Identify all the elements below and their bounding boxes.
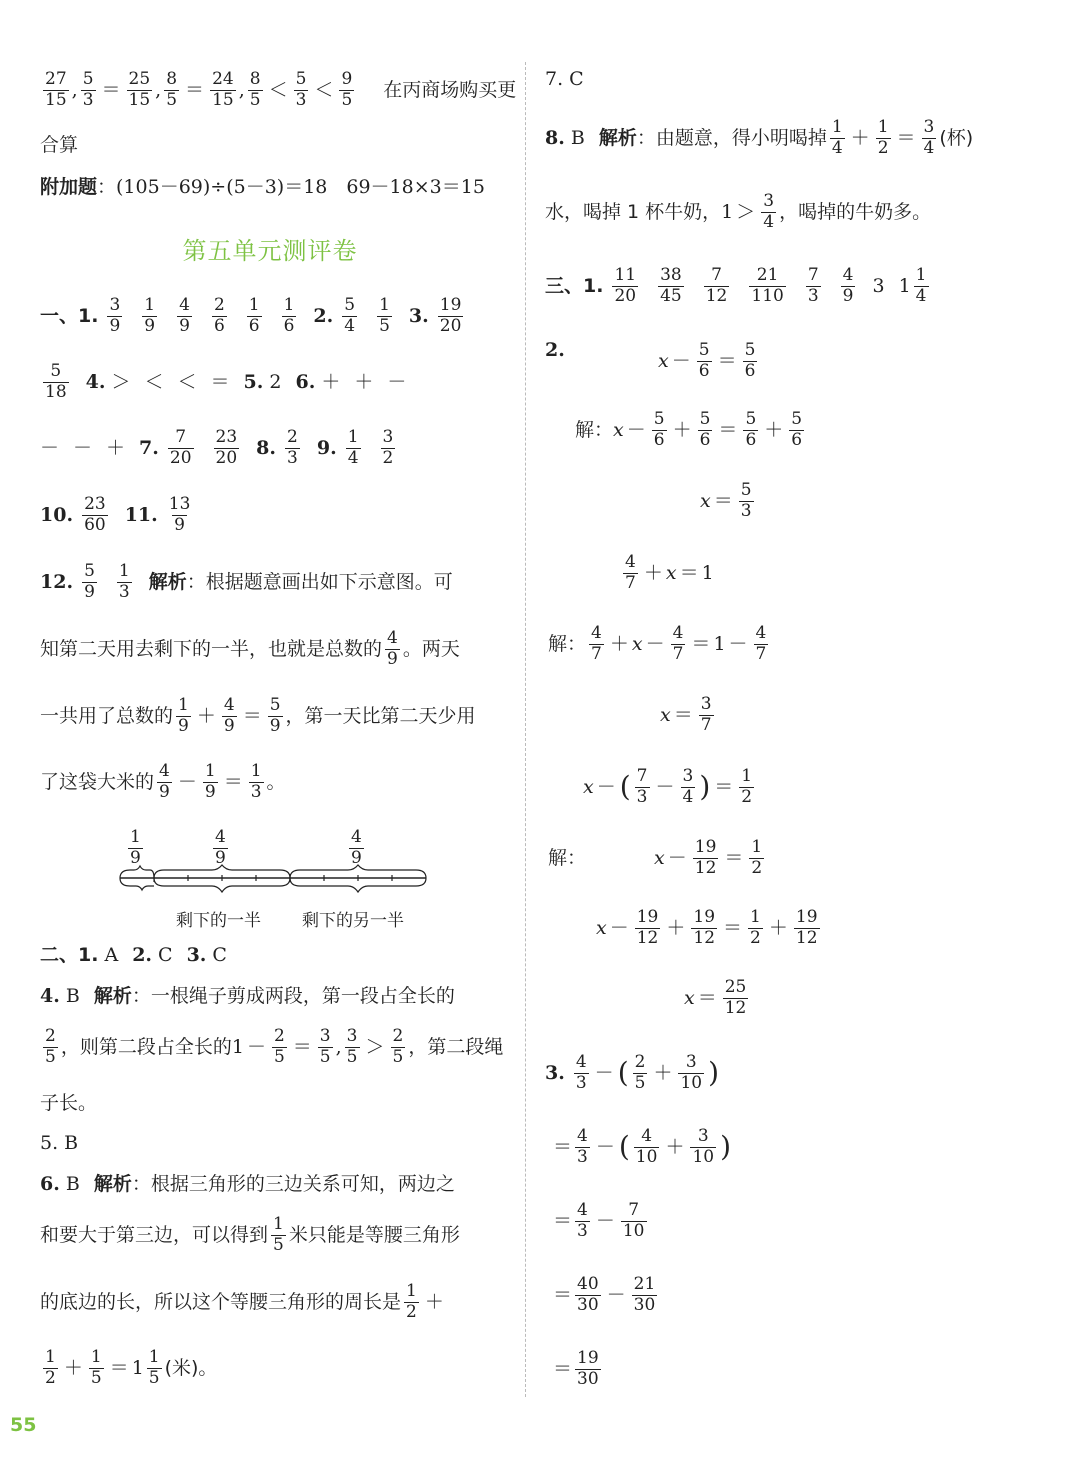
page-number: 55	[10, 1414, 37, 1436]
eq2-line-3: x ＝ $\frac{3}{7}$	[660, 694, 712, 735]
calc-line-3: ＝ $\frac{4}{3}$ － $\frac{7}{10}$	[553, 1200, 645, 1241]
eq1-line-1: x － $\frac{5}{6}$ ＝ $\frac{5}{6}$	[658, 340, 756, 381]
q6-line-3: 的底边的长，所以这个等腰三角形的周长是 $\frac{1}{2}$ ＋	[40, 1281, 444, 1322]
calc-line-2: ＝ $\frac{4}{3}$ － ( $\frac{4}{10}$ ＋ $\frac{3}{10}$ )	[553, 1126, 732, 1167]
q7-line: 7. C	[545, 68, 584, 90]
q4-line-2: $\frac{2}{5}$ ，则第二段占全长的 1 － $\frac{2}{5}$ ＝ $\frac{3}{5}$ , $\frac{3}{5}$ ＞ $\frac{2}{5}$ ，第二段绳	[45, 1026, 504, 1067]
q12-line-4: 了这袋大米的 $\frac{4}{9}$ － $\frac{1}{9}$ ＝ $\frac{1}{3}$ 。	[40, 761, 286, 802]
q12-line: 12. $\frac{5}{9}$ $\frac{1}{3}$ 解析 ：根据题意画出如下示意图。可	[40, 561, 453, 602]
eq3-line-4: x ＝ $\frac{25}{12}$	[684, 977, 747, 1018]
diagram-fraction-4-9-b: $\frac{4}{9}$	[351, 827, 362, 868]
q6-line-4: $\frac{1}{2}$ ＋ $\frac{1}{5}$ ＝ 1 $\frac{1}{5}$ (米)。	[45, 1347, 218, 1388]
eq3-line-1: x － ( $\frac{7}{3}$ － $\frac{3}{4}$ ) ＝ $\frac{1}{2}$	[583, 766, 753, 807]
eq1-line-2: 解： x － $\frac{5}{6}$ ＋ $\frac{5}{6}$ ＝ $\frac{5}{6}$ ＋ $\frac{5}{6}$	[575, 409, 803, 450]
q2-label: 2.	[545, 339, 565, 361]
diagram-fraction-1-9: $\frac{1}{9}$	[130, 827, 141, 868]
section-title: 第五单元测评卷	[182, 237, 358, 265]
q12-line-2: 知第二天用去剩下的一半，也就是总数的 $\frac{4}{9}$ 。两天	[40, 628, 460, 669]
sec3-line: 三、1. $\frac{11}{20}$ $\frac{38}{45}$ $\frac{7}{12}$ $\frac{21}{110}$ $\frac{7}{3}$ $\frac{4}{9}$ 3 1 $\frac{1}{4}$	[545, 265, 927, 306]
diagram-fraction-4-9: $\frac{4}{9}$	[215, 827, 226, 868]
calc-line-5: ＝ $\frac{19}{30}$	[553, 1348, 599, 1389]
calc-line-4: ＝ $\frac{40}{30}$ － $\frac{21}{30}$	[553, 1274, 656, 1315]
eq1-line-3: x ＝ $\frac{5}{3}$	[700, 480, 752, 521]
q12-line-3: 一共用了总数的 $\frac{1}{9}$ ＋ $\frac{4}{9}$ ＝ $\frac{5}{9}$ ，第一天比第二天少用	[40, 695, 476, 736]
q3-q6-line: $\frac{5}{18}$ 4. ＞ ＜ ＜ ＝ 5. 2 6. ＋ ＋ －	[45, 361, 407, 402]
top-line-2: 合算	[40, 134, 79, 156]
q4-line: 4. B 解析 ：一根绳子剪成两段，第一段占全长的	[40, 985, 455, 1007]
top-line-text: 在丙商场购买更	[383, 78, 517, 101]
q6-line-2: 和要大于第三边，可以得到 $\frac{1}{5}$ 米只能是等腰三角形	[40, 1214, 460, 1255]
q8-line-2: 水，喝掉 1 杯牛奶， 1 ＞ $\frac{3}{4}$ ，喝掉的牛奶多。	[545, 191, 932, 232]
eq2-line-2: 解： $\frac{4}{7}$ ＋ x － $\frac{4}{7}$ ＝ 1 － $\frac{4}{7}$	[548, 623, 767, 664]
q8-line: 8. B 解析 ：由题意，得小明喝掉 $\frac{1}{4}$ ＋ $\frac{1}{2}$ ＝ $\frac{3}{4}$ (杯)	[545, 117, 974, 158]
eq3-line-3: x － $\frac{19}{12}$ ＋ $\frac{19}{12}$ ＝ $\frac{1}{2}$ ＋ $\frac{19}{12}$	[596, 907, 818, 948]
extra-question	[40, 178, 485, 197]
q5-line: 5. B	[40, 1132, 79, 1154]
extra-label: 附加题	[40, 176, 98, 198]
calc-line-1: 3. $\frac{4}{3}$ － ( $\frac{2}{5}$ ＋ $\frac{3}{10}$ )	[545, 1052, 720, 1093]
q6-q9-line: － － ＋ 7. $\frac{7}{20}$ $\frac{23}{20}$ 8. $\frac{2}{3}$ 9. $\frac{1}{4}$ $\frac{3}{2}$	[40, 427, 394, 468]
eq3-line-2: 解： x － $\frac{19}{12}$ ＝ $\frac{1}{2}$	[548, 837, 763, 878]
q1-line: 一、1. $\frac{3}{9}$ $\frac{1}{9}$ $\frac{4}{9}$ $\frac{2}{6}$ $\frac{1}{6}$ $\frac{1}{6}$ 2. $\frac{5}{4}$ $\frac{1}{5}$ 3. $\frac{19}{20}$	[40, 295, 462, 336]
eq2-line-1: $\frac{4}{7}$ ＋ x ＝ 1	[625, 552, 714, 593]
top-line: $\frac{27}{15}$ , $\frac{5}{3}$ ＝ $\frac{25}{15}$ , $\frac{8}{5}$ ＝ $\frac{24}{15}$ , $\frac{8}{5}$ ＜ $\frac{5}{3}$ ＜ $\frac{9}{5}$ 在丙商场购买更	[45, 69, 517, 110]
extra-expr: ：(105－69)÷(5－3)＝18 69－18×3＝15	[97, 176, 485, 198]
diagram-label-half: 剩下的一半	[176, 911, 261, 931]
q10-q11-line: 10. $\frac{23}{60}$ 11. $\frac{13}{9}$	[40, 494, 191, 535]
q6-line: 6. B 解析 ：根据三角形的三边关系可知，两边之	[40, 1173, 455, 1195]
diagram-label-other-half: 剩下的另一半	[302, 911, 404, 931]
q4-line-3: 子长。	[40, 1092, 98, 1114]
sec2-line: 二、1. A 2. C 3. C	[40, 944, 227, 966]
segment-diagram	[112, 828, 432, 933]
